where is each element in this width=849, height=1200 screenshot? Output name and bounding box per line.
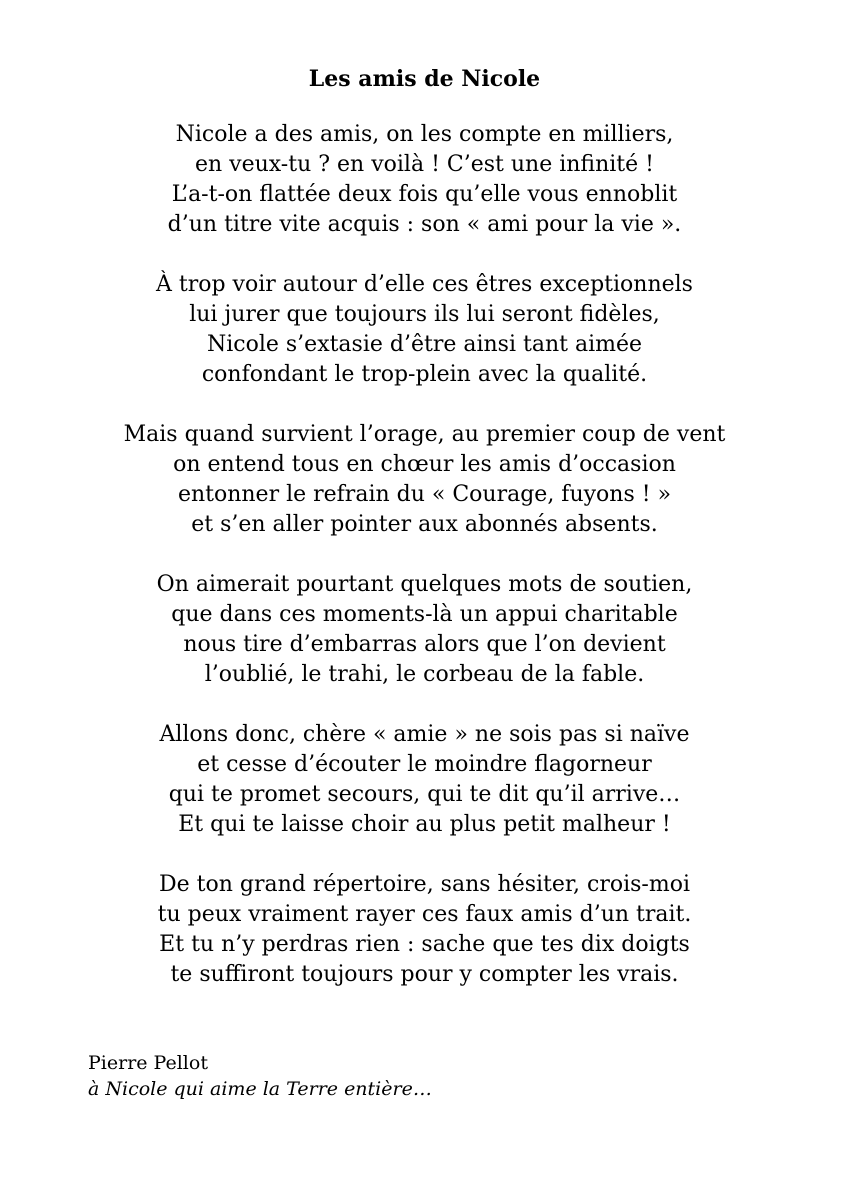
poem-line: lui jurer que toujours ils lui seront fidèles, bbox=[189, 302, 660, 327]
poem-line: entonner le refrain du « Courage, fuyons ! » bbox=[177, 482, 672, 507]
stanza-5 bbox=[0, 720, 849, 840]
poem-line: nous tire d’embarras alors que l’on devient bbox=[183, 632, 666, 657]
poem-line: Nicole a des amis, on les compte en milliers, bbox=[175, 122, 674, 147]
dedication: à Nicole qui aime la Terre entière… bbox=[88, 1078, 432, 1100]
poem-line: Et tu n’y perdras rien : sache que tes dix doigts bbox=[159, 932, 690, 957]
poem-line: l’oublié, le trahi, le corbeau de la fable. bbox=[204, 662, 645, 687]
poem-line: et cesse d’écouter le moindre flagorneur bbox=[197, 752, 652, 777]
poem-line: d’un titre vite acquis : son « ami pour la vie ». bbox=[167, 212, 682, 237]
stanza-6 bbox=[0, 870, 849, 990]
stanza-4 bbox=[0, 570, 849, 690]
poem-title: Les amis de Nicole bbox=[308, 66, 541, 92]
poem-line: Allons donc, chère « amie » ne sois pas si naïve bbox=[159, 722, 690, 747]
poem-line: confondant le trop-plein avec la qualité. bbox=[201, 362, 648, 387]
author-name: Pierre Pellot bbox=[88, 1052, 208, 1074]
poem-line: en veux-tu ? en voilà ! C’est une infinité ! bbox=[194, 152, 654, 177]
poem-body bbox=[0, 120, 849, 1020]
stanza-1 bbox=[0, 120, 849, 240]
poem-line: que dans ces moments-là un appui charitable bbox=[171, 602, 678, 627]
poem-line: on entend tous en chœur les amis d’occasion bbox=[173, 452, 676, 477]
poem-line: Et qui te laisse choir au plus petit malheur ! bbox=[178, 812, 671, 837]
signature-block bbox=[88, 1050, 432, 1102]
poem-line: et s’en aller pointer aux abonnés absents. bbox=[191, 512, 658, 537]
poem-line: Nicole s’extasie d’être ainsi tant aimée bbox=[206, 332, 643, 357]
stanza-3 bbox=[0, 420, 849, 540]
stanza-2 bbox=[0, 270, 849, 390]
poem-line: te suffiront toujours pour y compter les vrais. bbox=[170, 962, 679, 987]
poem-line: tu peux vraiment rayer ces faux amis d’un trait. bbox=[157, 902, 692, 927]
poem-line: De ton grand répertoire, sans hésiter, crois-moi bbox=[159, 872, 690, 897]
poem-line: À trop voir autour d’elle ces êtres exceptionnels bbox=[156, 272, 693, 297]
poem-line: qui te promet secours, qui te dit qu’il arrive… bbox=[168, 782, 681, 807]
poem-line: Mais quand survient l’orage, au premier coup de vent bbox=[123, 422, 726, 447]
poem-line: L’a-t-on flattée deux fois qu’elle vous ennoblit bbox=[171, 182, 678, 207]
poem-line: On aimerait pourtant quelques mots de soutien, bbox=[156, 572, 693, 597]
